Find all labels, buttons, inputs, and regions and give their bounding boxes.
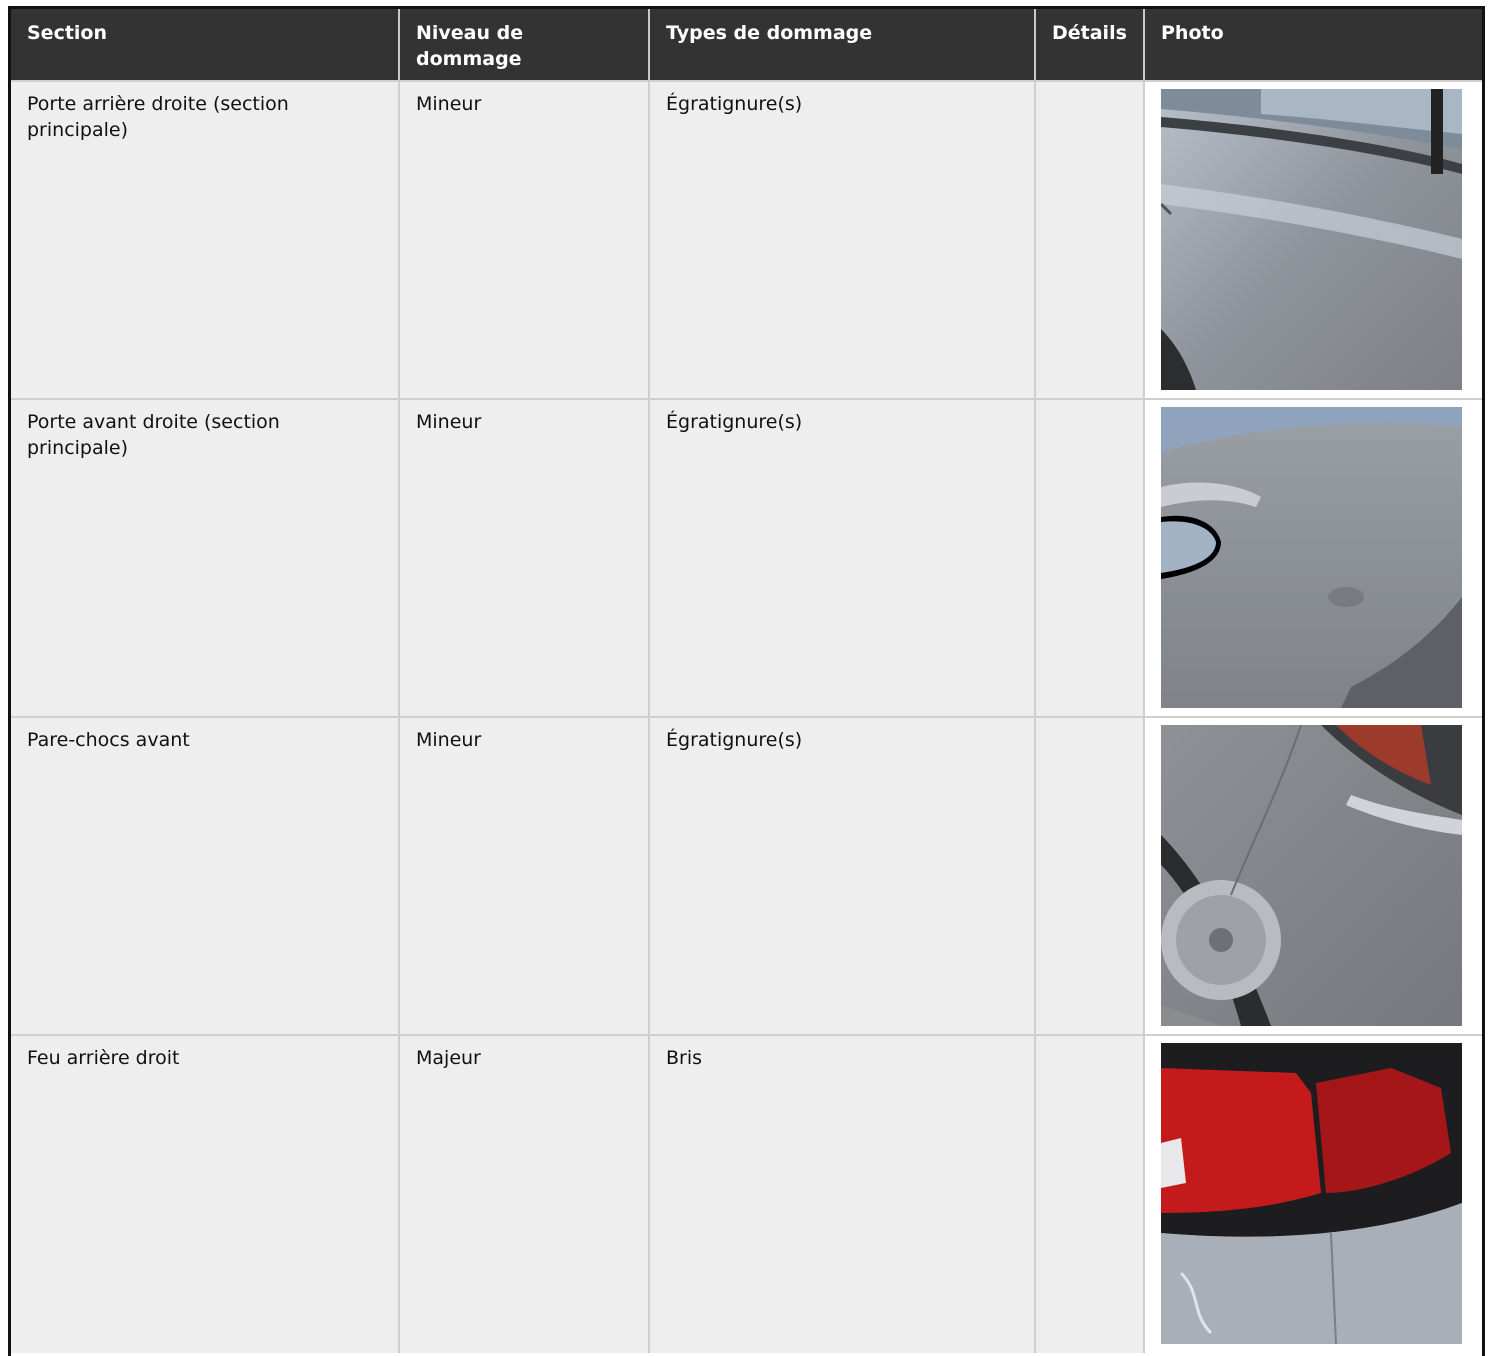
cell-photo (1144, 399, 1482, 717)
header-section: Section (11, 9, 399, 81)
cell-section: Porte avant droite (section principale) (11, 399, 399, 717)
cell-details (1035, 81, 1144, 399)
rear-door-image (1161, 89, 1462, 390)
cell-damage-types: Égratignure(s) (649, 717, 1035, 1035)
front-door-image (1161, 407, 1462, 708)
cell-section: Pare-chocs avant (11, 717, 399, 1035)
cell-damage-level: Mineur (399, 399, 649, 717)
table-header-row (11, 9, 1482, 81)
front-bumper-scratch-photo[interactable] (1161, 725, 1462, 1026)
cell-damage-level: Mineur (399, 81, 649, 399)
cell-damage-types: Bris (649, 1035, 1035, 1353)
cell-damage-level: Mineur (399, 717, 649, 1035)
cell-damage-level: Majeur (399, 1035, 649, 1353)
cell-photo (1144, 1035, 1482, 1353)
cell-photo (1144, 81, 1482, 399)
header-damage-level: Niveau de dommage (399, 9, 649, 81)
cell-details (1035, 399, 1144, 717)
front-right-door-scratch-photo[interactable] (1161, 407, 1462, 708)
cell-damage-types: Égratignure(s) (649, 81, 1035, 399)
cell-details (1035, 1035, 1144, 1353)
right-tail-light-break-photo[interactable] (1161, 1043, 1462, 1344)
cell-section: Feu arrière droit (11, 1035, 399, 1353)
header-photo: Photo (1144, 9, 1482, 81)
front-bumper-image (1161, 725, 1462, 1026)
table-row (11, 1035, 1482, 1353)
cell-photo (1144, 717, 1482, 1035)
cell-details (1035, 717, 1144, 1035)
damage-report-table (11, 9, 1482, 1353)
table-row (11, 81, 1482, 399)
header-details: Détails (1035, 9, 1144, 81)
cell-damage-types: Égratignure(s) (649, 399, 1035, 717)
table-row (11, 399, 1482, 717)
rear-right-door-scratch-photo[interactable] (1161, 89, 1462, 390)
cell-section: Porte arrière droite (section principale) (11, 81, 399, 399)
header-damage-types: Types de dommage (649, 9, 1035, 81)
table-row (11, 717, 1482, 1035)
tail-light-image (1161, 1043, 1462, 1344)
